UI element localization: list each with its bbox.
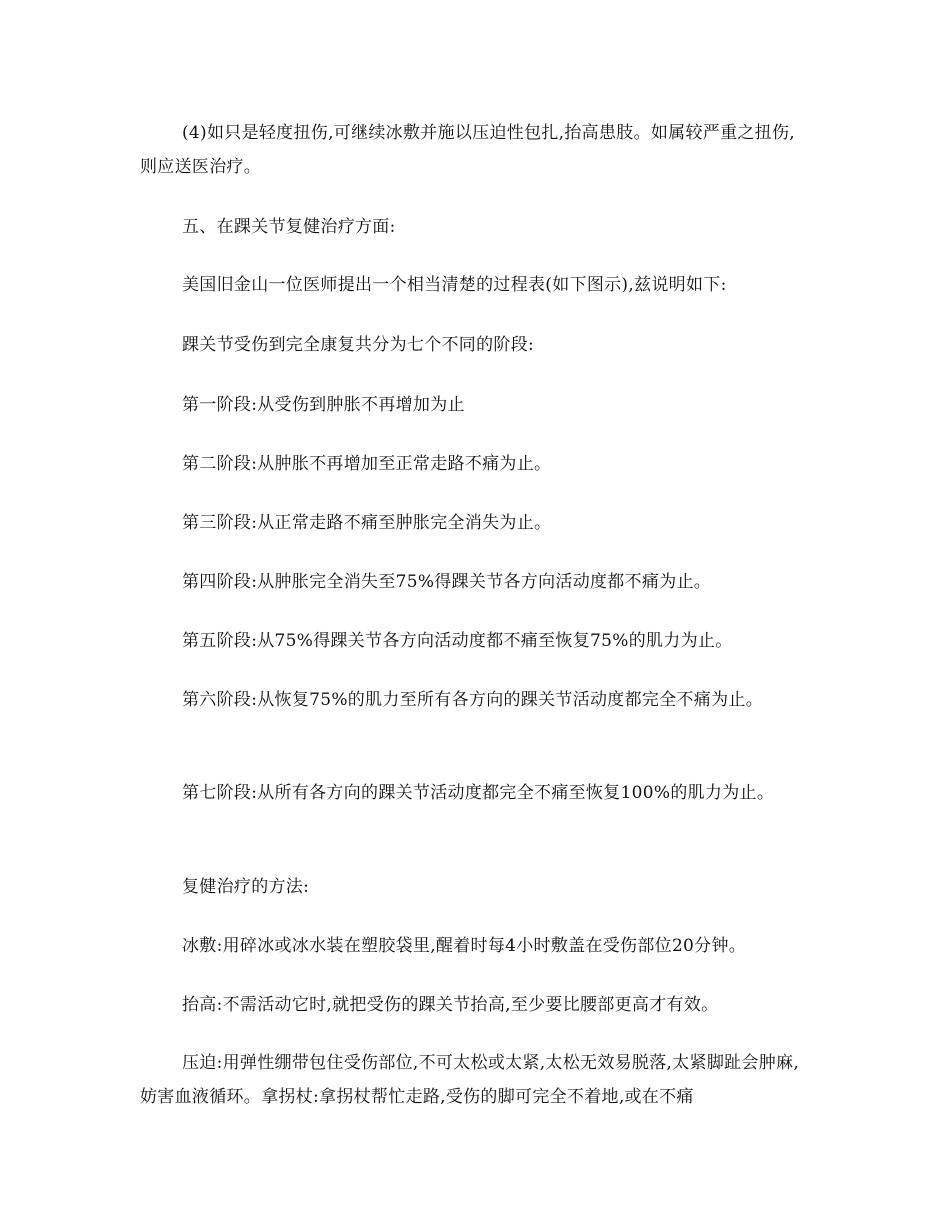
stage-5: 第五阶段:从75%得踝关节各方向活动度都不痛至恢复75%的肌力为止。 — [182, 631, 733, 651]
section-heading-methods: 复健治疗的方法: — [182, 877, 310, 897]
paragraph-sprain-care: (4)如只是轻度扭伤,可继续冰敷并施以压迫性包扎,抬高患肢。如属较严重之扭伤,则应送医治疗。 — [140, 123, 795, 177]
stage-3: 第三阶段:从正常走路不痛至肿胀完全消失为止。 — [182, 513, 552, 533]
paragraph-stages-intro: 踝关节受伤到完全康复共分为七个不同的阶段: — [182, 335, 535, 355]
method-ice: 冰敷:用碎冰或冰水装在塑胶袋里,醒着时每4小时敷盖在受伤部位20分钟。 — [182, 936, 747, 956]
stage-4: 第四阶段:从肿胀完全消失至75%得踝关节各方向活动度都不痛为止。 — [182, 572, 712, 592]
stage-7: 第七阶段:从所有各方向的踝关节活动度都完全不痛至恢复100%的肌力为止。 — [182, 783, 775, 803]
method-compression: 压迫:用弹性绷带包住受伤部位,不可太松或太紧,太松无效易脱落,太紧脚趾会肿麻,妨害血液循环。拿拐杖:拿拐杖帮忙走路,受伤的脚可完全不着地,或在不痛 — [140, 1053, 800, 1107]
stage-2: 第二阶段:从肿胀不再增加至正常走路不痛为止。 — [182, 454, 552, 474]
stage-6: 第六阶段:从恢复75%的肌力至所有各方向的踝关节活动度都完全不痛为止。 — [182, 690, 764, 710]
section-heading-rehab: 五、在踝关节复健治疗方面: — [182, 217, 396, 237]
stage-1: 第一阶段:从受伤到肿胀不再增加为止 — [182, 395, 465, 415]
paragraph-intro: 美国旧金山一位医师提出一个相当清楚的过程表(如下图示),兹说明如下: — [182, 275, 727, 295]
method-elevation: 抬高:不需活动它时,就把受伤的踝关节抬高,至少要比腰部更高才有效。 — [182, 995, 719, 1015]
